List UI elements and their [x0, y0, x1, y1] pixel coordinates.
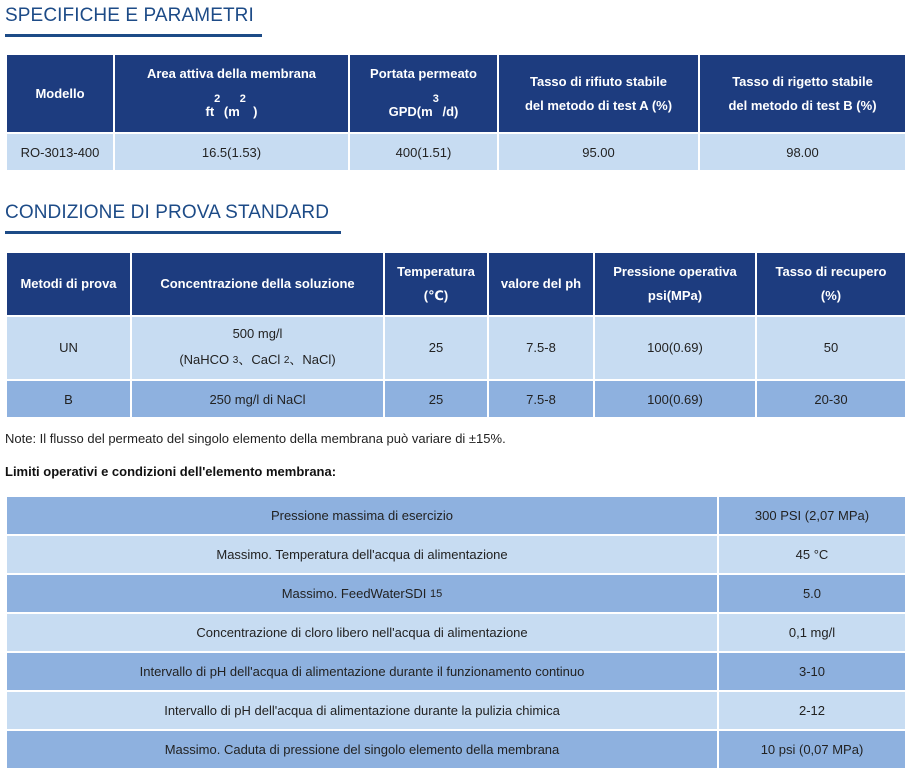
cond-header-recovery-line2: (%): [820, 288, 842, 303]
spec-header-model: Modello: [7, 55, 115, 132]
limits-label: Massimo. Temperatura dell'acqua di alimentazione: [7, 534, 719, 573]
limits-value: 5.0: [719, 573, 905, 612]
cond-header-temp-line2: (℃): [423, 288, 449, 303]
table-row: [7, 132, 905, 170]
flow-unit-gpd: GPD(m: [388, 104, 433, 119]
conc-part2: 、CaCl: [238, 352, 284, 367]
limits-label-text: Massimo. FeedWaterSDI: [281, 586, 427, 601]
area-sup-m: 2: [239, 93, 246, 105]
limits-value: 0,1 mg/l: [719, 612, 905, 651]
limits-label: Intervallo di pH dell'acqua di alimentazione durante la pulizia chimica: [7, 690, 719, 729]
cond-header-pressure: [595, 253, 757, 315]
cond-header-concentration: Concentrazione della soluzione: [132, 253, 385, 315]
spec-header-rej-a-line2: del metodo di test A (%): [524, 97, 673, 113]
limits-value: 300 PSI (2,07 MPa): [719, 497, 905, 534]
area-unit-m: (m: [223, 104, 240, 119]
spec-cell-flow: 400(1.51): [350, 132, 499, 170]
limits-value: 45 °C: [719, 534, 905, 573]
limits-label: Massimo. Caduta di pressione del singolo elemento della membrana: [7, 729, 719, 768]
spec-header-flow-title: Portata permeato: [370, 66, 477, 81]
conc-sub1: 3: [232, 355, 239, 366]
spec-header-flow: [350, 55, 499, 132]
spec-cell-model: RO-3013-400: [7, 132, 115, 170]
spec-header-rej-a: [499, 55, 700, 132]
spec-header-flow-unit: [354, 93, 493, 125]
cond-conc-line1: 500 mg/l: [232, 326, 283, 341]
spec-header-area: [115, 55, 350, 132]
cond-cell-recovery: 50: [757, 315, 905, 379]
conc-part3: 、NaCl): [289, 352, 336, 367]
cond-cell-temp: 25: [385, 379, 489, 417]
cond-cell-recovery: 20-30: [757, 379, 905, 417]
flow-sup: 3: [432, 93, 439, 105]
spec-cell-rej-b: 98.00: [700, 132, 905, 170]
cond-cell-concentration: 250 mg/l di NaCl: [132, 379, 385, 417]
table-row: [7, 497, 905, 534]
limits-label-sub: 15: [430, 588, 443, 600]
cond-cell-method: B: [7, 379, 132, 417]
table-row: [7, 651, 905, 690]
spec-table: [7, 55, 905, 170]
cond-header-method: Metodi di prova: [7, 253, 132, 315]
table-row: [7, 379, 905, 417]
limits-label: Pressione massima di esercizio: [7, 497, 719, 534]
cond-cell-method: UN: [7, 315, 132, 379]
table-row: [7, 315, 905, 379]
condition-heading: CONDIZIONE DI PROVA STANDARD: [5, 202, 341, 234]
spec-heading: SPECIFICHE E PARAMETRI: [5, 5, 262, 37]
spec-cell-rej-a: 95.00: [499, 132, 700, 170]
table-row: [7, 573, 905, 612]
flow-unit-close: /d): [442, 104, 459, 119]
cond-cell-pressure: 100(0.69): [595, 379, 757, 417]
note-text: Note: Il flusso del permeato del singolo elemento della membrana può variare di ±15%.: [5, 431, 506, 446]
cond-cell-ph: 7.5-8: [489, 379, 595, 417]
limits-label: [7, 573, 719, 612]
spec-header-rej-b: [700, 55, 905, 132]
limits-label: Concentrazione di cloro libero nell'acqua di alimentazione: [7, 612, 719, 651]
conc-sub2: 2: [283, 355, 290, 366]
cond-cell-temp: 25: [385, 315, 489, 379]
cond-cell-pressure: 100(0.69): [595, 315, 757, 379]
limits-value: 10 psi (0,07 MPa): [719, 729, 905, 768]
spec-cell-area: 16.5(1.53): [115, 132, 350, 170]
cond-cell-concentration: [132, 315, 385, 379]
spec-header-rej-a-line1: Tasso di rifiuto stabile: [529, 73, 667, 89]
limits-table: [7, 497, 905, 768]
table-row: [7, 612, 905, 651]
area-unit-ft: ft: [205, 104, 215, 119]
cond-header-recovery-line1: Tasso di recupero: [775, 264, 887, 279]
spec-header-area-title: Area attiva della membrana: [146, 66, 317, 81]
condition-header-row: [7, 253, 905, 315]
area-unit-close: ): [253, 104, 258, 119]
cond-header-temp-line1: Temperatura: [397, 264, 475, 279]
table-row: [7, 690, 905, 729]
limits-label: Intervallo di pH dell'acqua di alimentazione durante il funzionamento continuo: [7, 651, 719, 690]
spec-header-row: [7, 55, 905, 132]
table-row: [7, 534, 905, 573]
cond-header-pressure-line2: psi(MPa): [647, 288, 703, 303]
cond-header-pressure-line1: Pressione operativa: [613, 264, 737, 279]
condition-table: [7, 253, 905, 417]
limits-title: Limiti operativi e condizioni dell'elemento membrana:: [5, 464, 337, 479]
spec-header-rej-b-line2: del metodo di test B (%): [728, 97, 877, 113]
cond-cell-ph: 7.5-8: [489, 315, 595, 379]
table-row: [7, 729, 905, 768]
limits-value: 2-12: [719, 690, 905, 729]
cond-header-recovery: [757, 253, 905, 315]
spec-header-rej-b-line1: Tasso di rigetto stabile: [732, 73, 873, 89]
cond-conc-line2: [133, 347, 382, 375]
conc-part1: (NaHCO: [179, 352, 233, 367]
cond-header-temp: [385, 253, 489, 315]
cond-header-ph: valore del ph: [489, 253, 595, 315]
area-sup-ft: 2: [214, 93, 221, 105]
limits-value: 3-10: [719, 651, 905, 690]
spec-header-area-unit: [119, 93, 344, 125]
